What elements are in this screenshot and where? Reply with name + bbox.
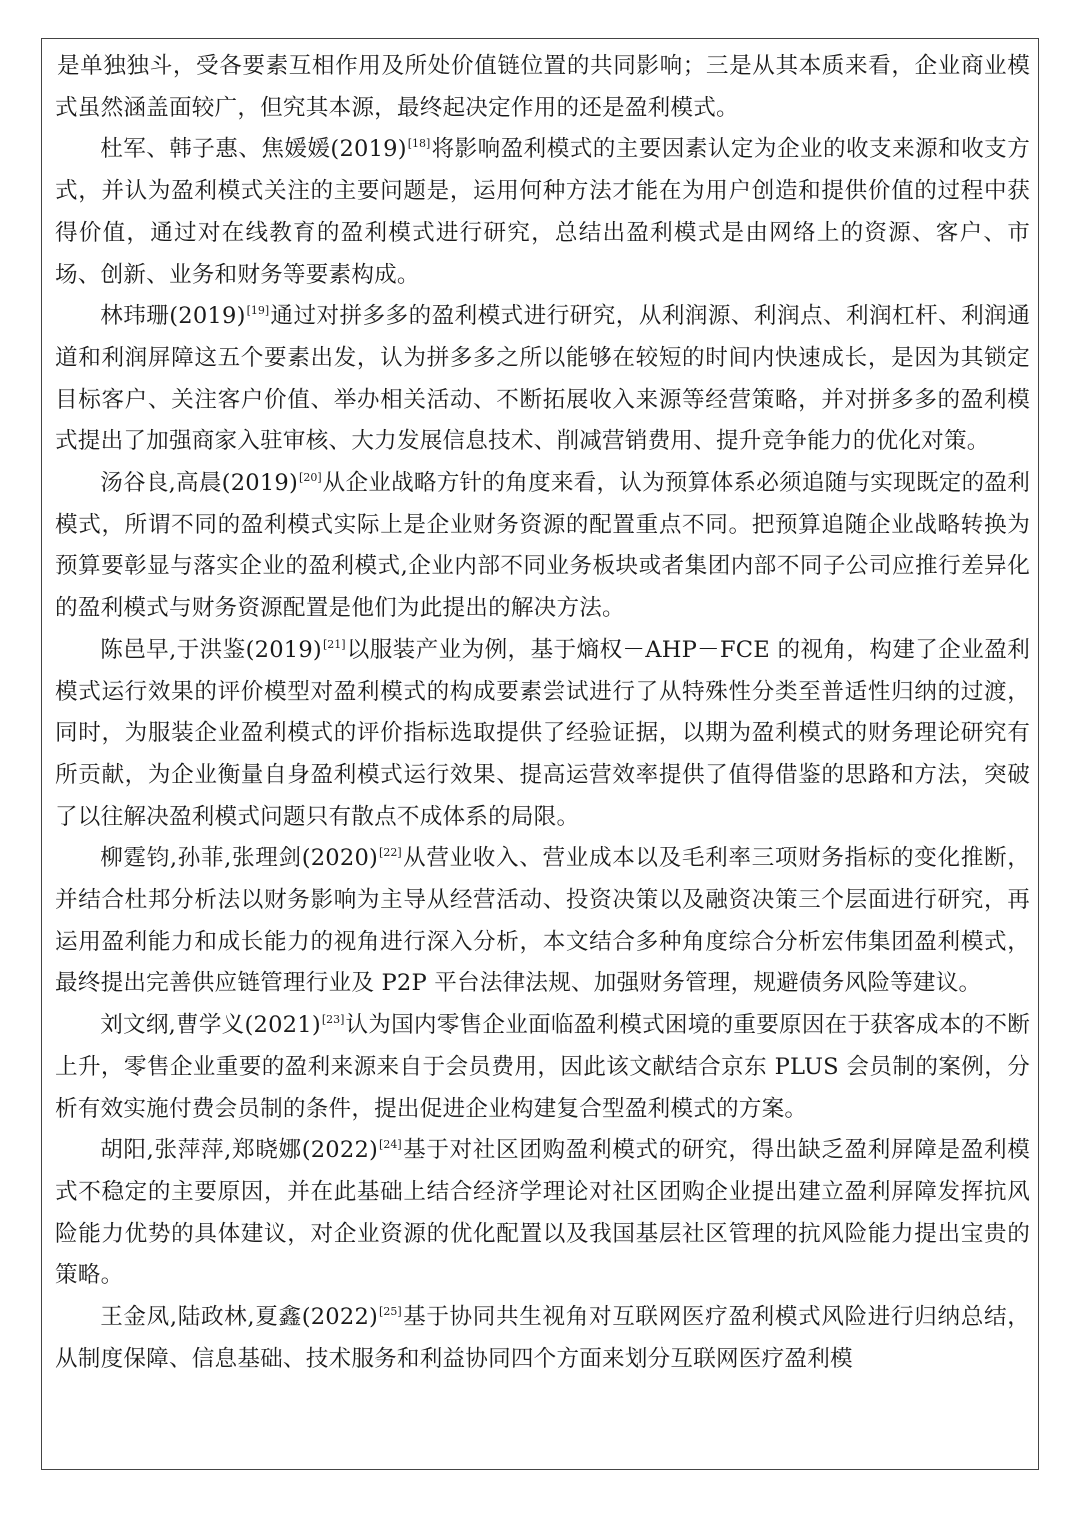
paragraph-6: 柳霆钧,孙菲,张理剑(2020)[22]从营业收入、营业成本以及毛利率三项财务指标的变化推断，并结合杜邦分析法以财务影响为主导从经营活动、投资决策以及融资决策三个层面进行研究，再运用盈利能力和成长能力的视角进行深入分析，本文结合多种角度综合分析宏伟集团盈利模式，最终提出完善供应链管理行业及 P2P 平台法律法规、加强财务管理，规避债务风险等建议。	[55, 845, 1030, 997]
citation-authors: 陈邑早,于洪鉴(2019)	[100, 636, 322, 663]
paragraph-9: 王金凤,陆政林,夏鑫(2022)[25]基于协同共生视角对互联网医疗盈利模式风险进行归纳总结，从制度保障、信息基础、技术服务和利益协同四个方面来划分互联网医疗盈利模	[55, 1304, 1030, 1372]
reference-mark: [23]	[321, 1013, 345, 1027]
citation-authors: 杜军、韩子惠、焦媛媛(2019)	[100, 136, 407, 163]
paragraph-2: 杜军、韩子惠、焦媛媛(2019)[18]将影响盈利模式的主要因素认定为企业的收支来源和收支方式，并认为盈利模式关注的主要问题是，运用何种方法才能在为用户创造和提供价值的过程中获得价值，通过对在线教育的盈利模式进行研究，总结出盈利模式是由网络上的资源、客户、市场、创新、业务和财务等要素构成。	[55, 136, 1030, 288]
citation-authors: 汤谷良,高晨(2019)	[100, 470, 299, 497]
paragraph-8: 胡阳,张萍萍,郑晓娜(2022)[24]基于对社区团购盈利模式的研究，得出缺乏盈利屏障是盈利模式不稳定的主要原因，并在此基础上结合经济学理论对社区团购企业提出建立盈利屏障发挥抗风险能力优势的具体建议，对企业资源的优化配置以及我国基层社区管理的抗风险能力提出宝贵的策略。	[55, 1137, 1030, 1289]
citation-authors: 刘文纲,曹学义(2021)	[100, 1012, 321, 1039]
paragraph-5: 陈邑早,于洪鉴(2019)[21]以服装产业为例，基于熵权－AHP－FCE 的视角，构建了企业盈利模式运行效果的评价模型对盈利模式的构成要素尝试进行了从特殊性分类至普适性归纳的过渡，同时，为服装企业盈利模式的评价指标选取提供了经验证据，以期为盈利模式的财务理论研究有所贡献，为企业衡量自身盈利模式运行效果、提高运营效率提供了值得借鉴的思路和方法，突破了以往解决盈利模式问题只有散点不成体系的局限。	[55, 636, 1030, 830]
reference-mark: [18]	[407, 137, 431, 151]
reference-mark: [25]	[379, 1305, 402, 1319]
reference-mark: [21]	[322, 637, 346, 651]
reference-mark: [22]	[379, 846, 402, 860]
citation-authors: 胡阳,张萍萍,郑晓娜(2022)	[100, 1137, 379, 1164]
paragraph-7: 刘文纲,曹学义(2021)[23]认为国内零售企业面临盈利模式困境的重要原因在于获客成本的不断上升，零售企业重要的盈利来源来自于会员费用，因此该文献结合京东 PLUS 会员制的案例，分析有效实施付费会员制的条件，提出促进企业构建复合型盈利模式的方案。	[55, 1012, 1030, 1122]
reference-mark: [24]	[379, 1138, 402, 1152]
citation-authors: 王金凤,陆政林,夏鑫(2022)	[100, 1304, 379, 1331]
paragraph-4: 汤谷良,高晨(2019)[20]从企业战略方针的角度来看，认为预算体系必须追随与实现既定的盈利模式，所谓不同的盈利模式实际上是企业财务资源的配置重点不同。把预算追随企业战略转换为预算要彰显与落实企业的盈利模式,企业内部不同业务板块或者集团内部不同子公司应推行差异化的盈利模式与财务资源配置是他们为此提出的解决方法。	[55, 470, 1031, 622]
citation-authors: 林玮珊(2019)	[100, 303, 246, 330]
citation-authors: 柳霆钧,孙菲,张理剑(2020)	[100, 845, 379, 872]
reference-mark: [19]	[246, 304, 270, 318]
reference-mark: [20]	[299, 471, 322, 485]
paragraph-1: 是单独独斗，受各要素互相作用及所处价值链位置的共同影响；三是从其本质来看，企业商业模式虽然涵盖面较广，但究其本源，最终起决定作用的还是盈利模式。	[55, 53, 1030, 121]
document-body	[55, 46, 1030, 1381]
paragraph-3: 林玮珊(2019)[19]通过对拼多多的盈利模式进行研究，从利润源、利润点、利润杠杆、利润通道和利润屏障这五个要素出发，认为拼多多之所以能够在较短的时间内快速成长，是因为其锁定目标客户、关注客户价值、举办相关活动、不断拓展收入来源等经营策略，并对拼多多的盈利模式提出了加强商家入驻审核、大力发展信息技术、削减营销费用、提升竞争能力的优化对策。	[55, 303, 1030, 455]
